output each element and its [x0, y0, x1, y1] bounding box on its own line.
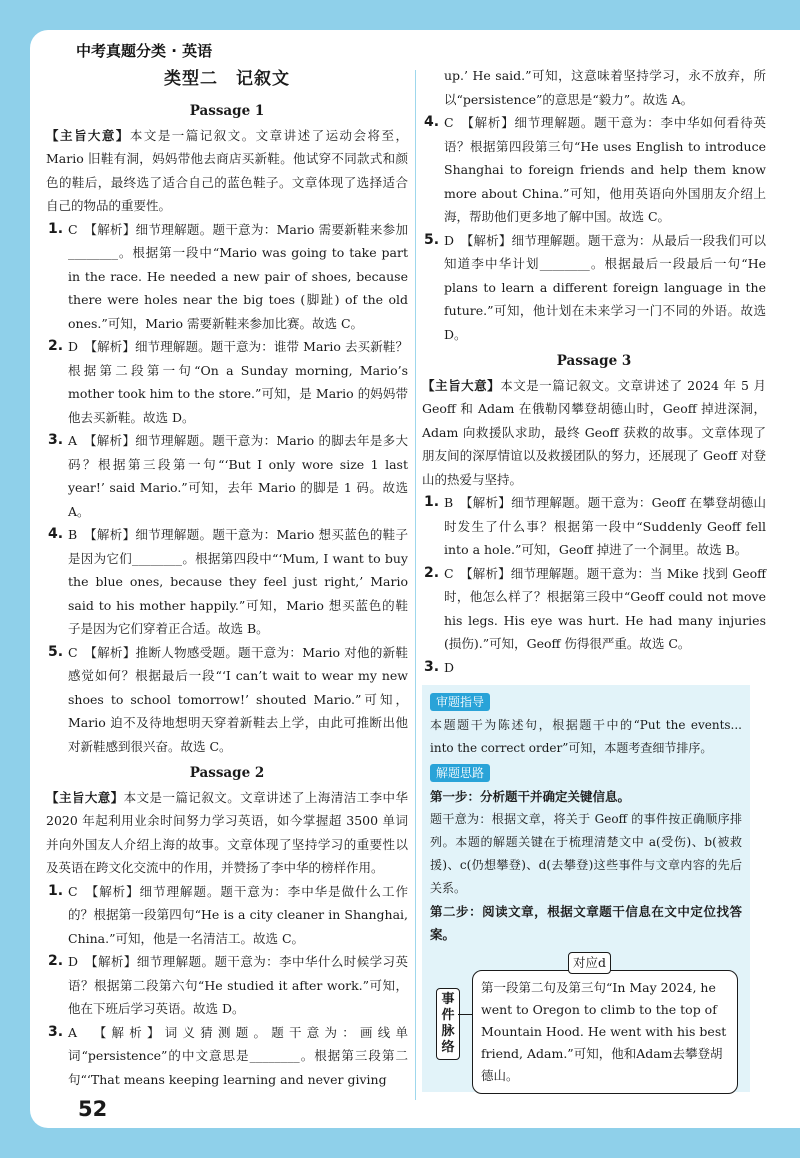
passage-3-title: Passage 3 [556, 353, 632, 369]
item-number: 3. [48, 432, 64, 448]
item-text: D [444, 659, 455, 675]
passage-3-summary [422, 374, 766, 492]
summary-label: 【主旨大意】 [46, 127, 130, 143]
step-two: 第二步：阅读文章，根据文章题干信息在文中定位找答案。 [430, 904, 742, 942]
item-text: B 【解析】细节理解题。题干意为：Geoff 在攀登胡德山时发生了什么事？根据第一段中“Suddenly Geoff fell into a hole.”可知，Geoff 掉进了一个洞里。故选 B。 [444, 495, 766, 557]
summary-text: 本文是一篇记叙文。文章讲述了上海清洁工李中华 2020 年起利用业余时间努力学习英语，如今掌握超 3500 单词并向外国友人介绍上海的故事。文章体现了坚持学习的重要性以及英语在跨文化交流中的作用，并赞扬了李中华的榜样作用。 [46, 789, 408, 875]
item-number: 3. [48, 1023, 64, 1040]
item-text: A 【解析】词义猜测题。题干意为：画线单词“persistence”的中文意思是________。根据第三段第二句“‘That means keeping learning and never giving [68, 1024, 408, 1087]
item-text: C 【解析】细节理解题。题干意为：李中华如何看待英语？根据第四段第三句“He uses English to introduce Shanghai to foreign friends and help them know more about China.”可知，他用英语向外国朋友介绍上海，帮助他们更多地了解中国。故选 C。 [444, 115, 766, 224]
diagram-side-label: 事件脉络 [436, 988, 460, 1060]
passage-1-summary [46, 124, 408, 218]
continued-text: up.’ He said.”可知，这意味着坚持学习，永不放弃，所以“persistence”的意思是“毅力”。故选 A。 [444, 68, 766, 107]
answer-item [46, 1021, 408, 1092]
answer-item [422, 229, 766, 347]
item-text: D 【解析】细节理解题。题干意为：李中华什么时候学习英语？根据第二段第六句“He studied it after work.”可知，他在下班后学习英语。故选 D。 [68, 954, 408, 1016]
left-column [46, 70, 408, 1091]
answer-item [46, 218, 408, 336]
page-number: 52 [78, 1097, 108, 1121]
right-column [422, 64, 766, 1092]
step-one: 第一步：分析题干并确定关键信息。 [430, 789, 631, 804]
item-number: 4. [424, 114, 440, 130]
diagram-connector [458, 1014, 472, 1015]
passage-2-summary [46, 786, 408, 880]
passage-2-title: Passage 2 [189, 765, 265, 781]
diagram-main-text: 第一段第二句及第三句“In May 2024, he went to Oregon to climb to the top of Mountain Hood. He went with his best friend, Adam.”可知，他和Adam去攀登胡德山。 [472, 970, 738, 1094]
item-text: D 【解析】细节理解题。题干意为：谁带 Mario 去买新鞋？根据第二段第一句“On a Sunday morning, Mario’s mother took him to the store.”可知，是 Mario 的妈妈带他去买新鞋。故选 D。 [68, 339, 408, 425]
answer-item [422, 656, 766, 680]
item-text: D 【解析】细节理解题。题干意为：从最后一段我们可以知道李中华计划________。根据最后一段最后一句“He plans to learn a different foreign language in the future.”可知，他计划在未来学习一门不同的外语。故选 D。 [444, 232, 766, 342]
item-number: 5. [48, 643, 64, 660]
step-one-text: 题干意为：根据文章，将关于 Geoff 的事件按正确顺序排列。本题的解题关键在于梳理清楚文中 a(受伤)、b(被救援)、c(仍想攀登)、d(去攀登)这些事件与文章内容的先后关系。 [430, 812, 742, 895]
event-diagram [430, 952, 742, 1084]
answer-item [46, 950, 408, 1021]
answer-item [422, 562, 766, 656]
summary-label: 【主旨大意】 [422, 377, 501, 393]
answer-item [46, 429, 408, 523]
item-number: 2. [48, 338, 64, 354]
item-text: C 【解析】细节理解题。题干意为：当 Mike 找到 Geoff 时，他怎么样了？根据第三段中“Geoff could not move his legs. His eye was hurt. He had many injuries (损伤).”可知，Geoff 伤得很严重。故选 C。 [444, 565, 766, 651]
answer-item [46, 335, 408, 429]
review-guide-text: 本题题干为陈述句，根据题干中的“Put the events... into the correct order”可知，本题考查细节排序。 [430, 718, 742, 755]
column-divider [415, 70, 416, 1100]
summary-text: 本文是一篇记叙文。文章讲述了 2024 年 5 月 Geoff 和 Adam 在俄勒冈攀登胡德山时，Geoff 掉进深洞，Adam 向救援队求助，最终 Geoff 获救的故事。文章体现了朋友间的深厚情谊以及救援团队的努力，还展现了 Geoff 对登山的热爱与坚持。 [422, 377, 766, 487]
item-text: A 【解析】细节理解题。题干意为：Mario 的脚去年是多大码？根据第三段第一句“‘But I only wore size 1 last year!’ said Mario.”可知，去年 Mario 的脚是 1 码。故选 A。 [68, 433, 408, 519]
answer-item [46, 880, 408, 951]
summary-label: 【主旨大意】 [46, 789, 124, 805]
item-number: 5. [424, 231, 440, 248]
item-number: 2. [424, 564, 440, 581]
item-number: 1. [424, 494, 440, 510]
item-text: B 【解析】细节理解题。题干意为：Mario 想买蓝色的鞋子是因为它们________。根据第四段中“‘Mum, I want to buy the blue ones, because they feel just right,’ Mario said to his mother happily.”可知，Mario 想买蓝色的鞋子是因为它们穿着正合适。故选 B。 [68, 527, 408, 636]
review-guide-badge: 审题指导 [430, 693, 490, 711]
item-number: 1. [48, 220, 64, 237]
passage-1-title: Passage 1 [189, 103, 265, 119]
answer-item [46, 641, 408, 759]
solution-approach-badge: 解题思路 [430, 764, 490, 782]
item-number: 1. [48, 882, 64, 899]
summary-text: 本文是一篇记叙文。文章讲述了运动会将至，Mario 旧鞋有洞，妈妈带他去商店买新鞋。他试穿不同款式和颜色的鞋后，最终选了适合自己的蓝色鞋子。文章体现了选择适合自己的物品的重要性。 [46, 127, 408, 213]
answer-item [46, 523, 408, 641]
running-header: 中考真题分类 · 英语 [76, 42, 213, 60]
diagram-correspond-tag: 对应d [568, 952, 611, 974]
item-text: C 【解析】细节理解题。题干意为：李中华是做什么工作的？根据第一段第四句“He is a city cleaner in Shanghai, China.”可知，他是一名清洁工。故选 C。 [68, 883, 408, 946]
answer-item [422, 111, 766, 229]
item-number: 3. [424, 658, 440, 675]
page [30, 30, 800, 1128]
item-text: C 【解析】推断人物感受题。题干意为：Mario 对他的新鞋感觉如何？根据最后一段“‘I can’t wait to wear my new shoes to school tomorrow!’ shouted Mario.”可知，Mario 迫不及待地想明天穿着新鞋去上学，由此可推断出他对新鞋感到很兴奋。故选 C。 [68, 644, 408, 754]
item-number: 4. [48, 526, 64, 542]
section-title: 类型二 记叙文 [164, 69, 290, 89]
item-text: C 【解析】细节理解题。题干意为：Mario 需要新鞋来参加________。根据第一段中“Mario was going to take part in the race. He needed a new pair of shoes, because there were holes near the big toes (脚趾) of the old ones.”可知，Mario 需要新鞋来参加比赛。故选 C。 [68, 221, 408, 331]
item-number: 2. [48, 953, 64, 969]
solution-guide-box [422, 685, 750, 1092]
answer-item [422, 491, 766, 562]
